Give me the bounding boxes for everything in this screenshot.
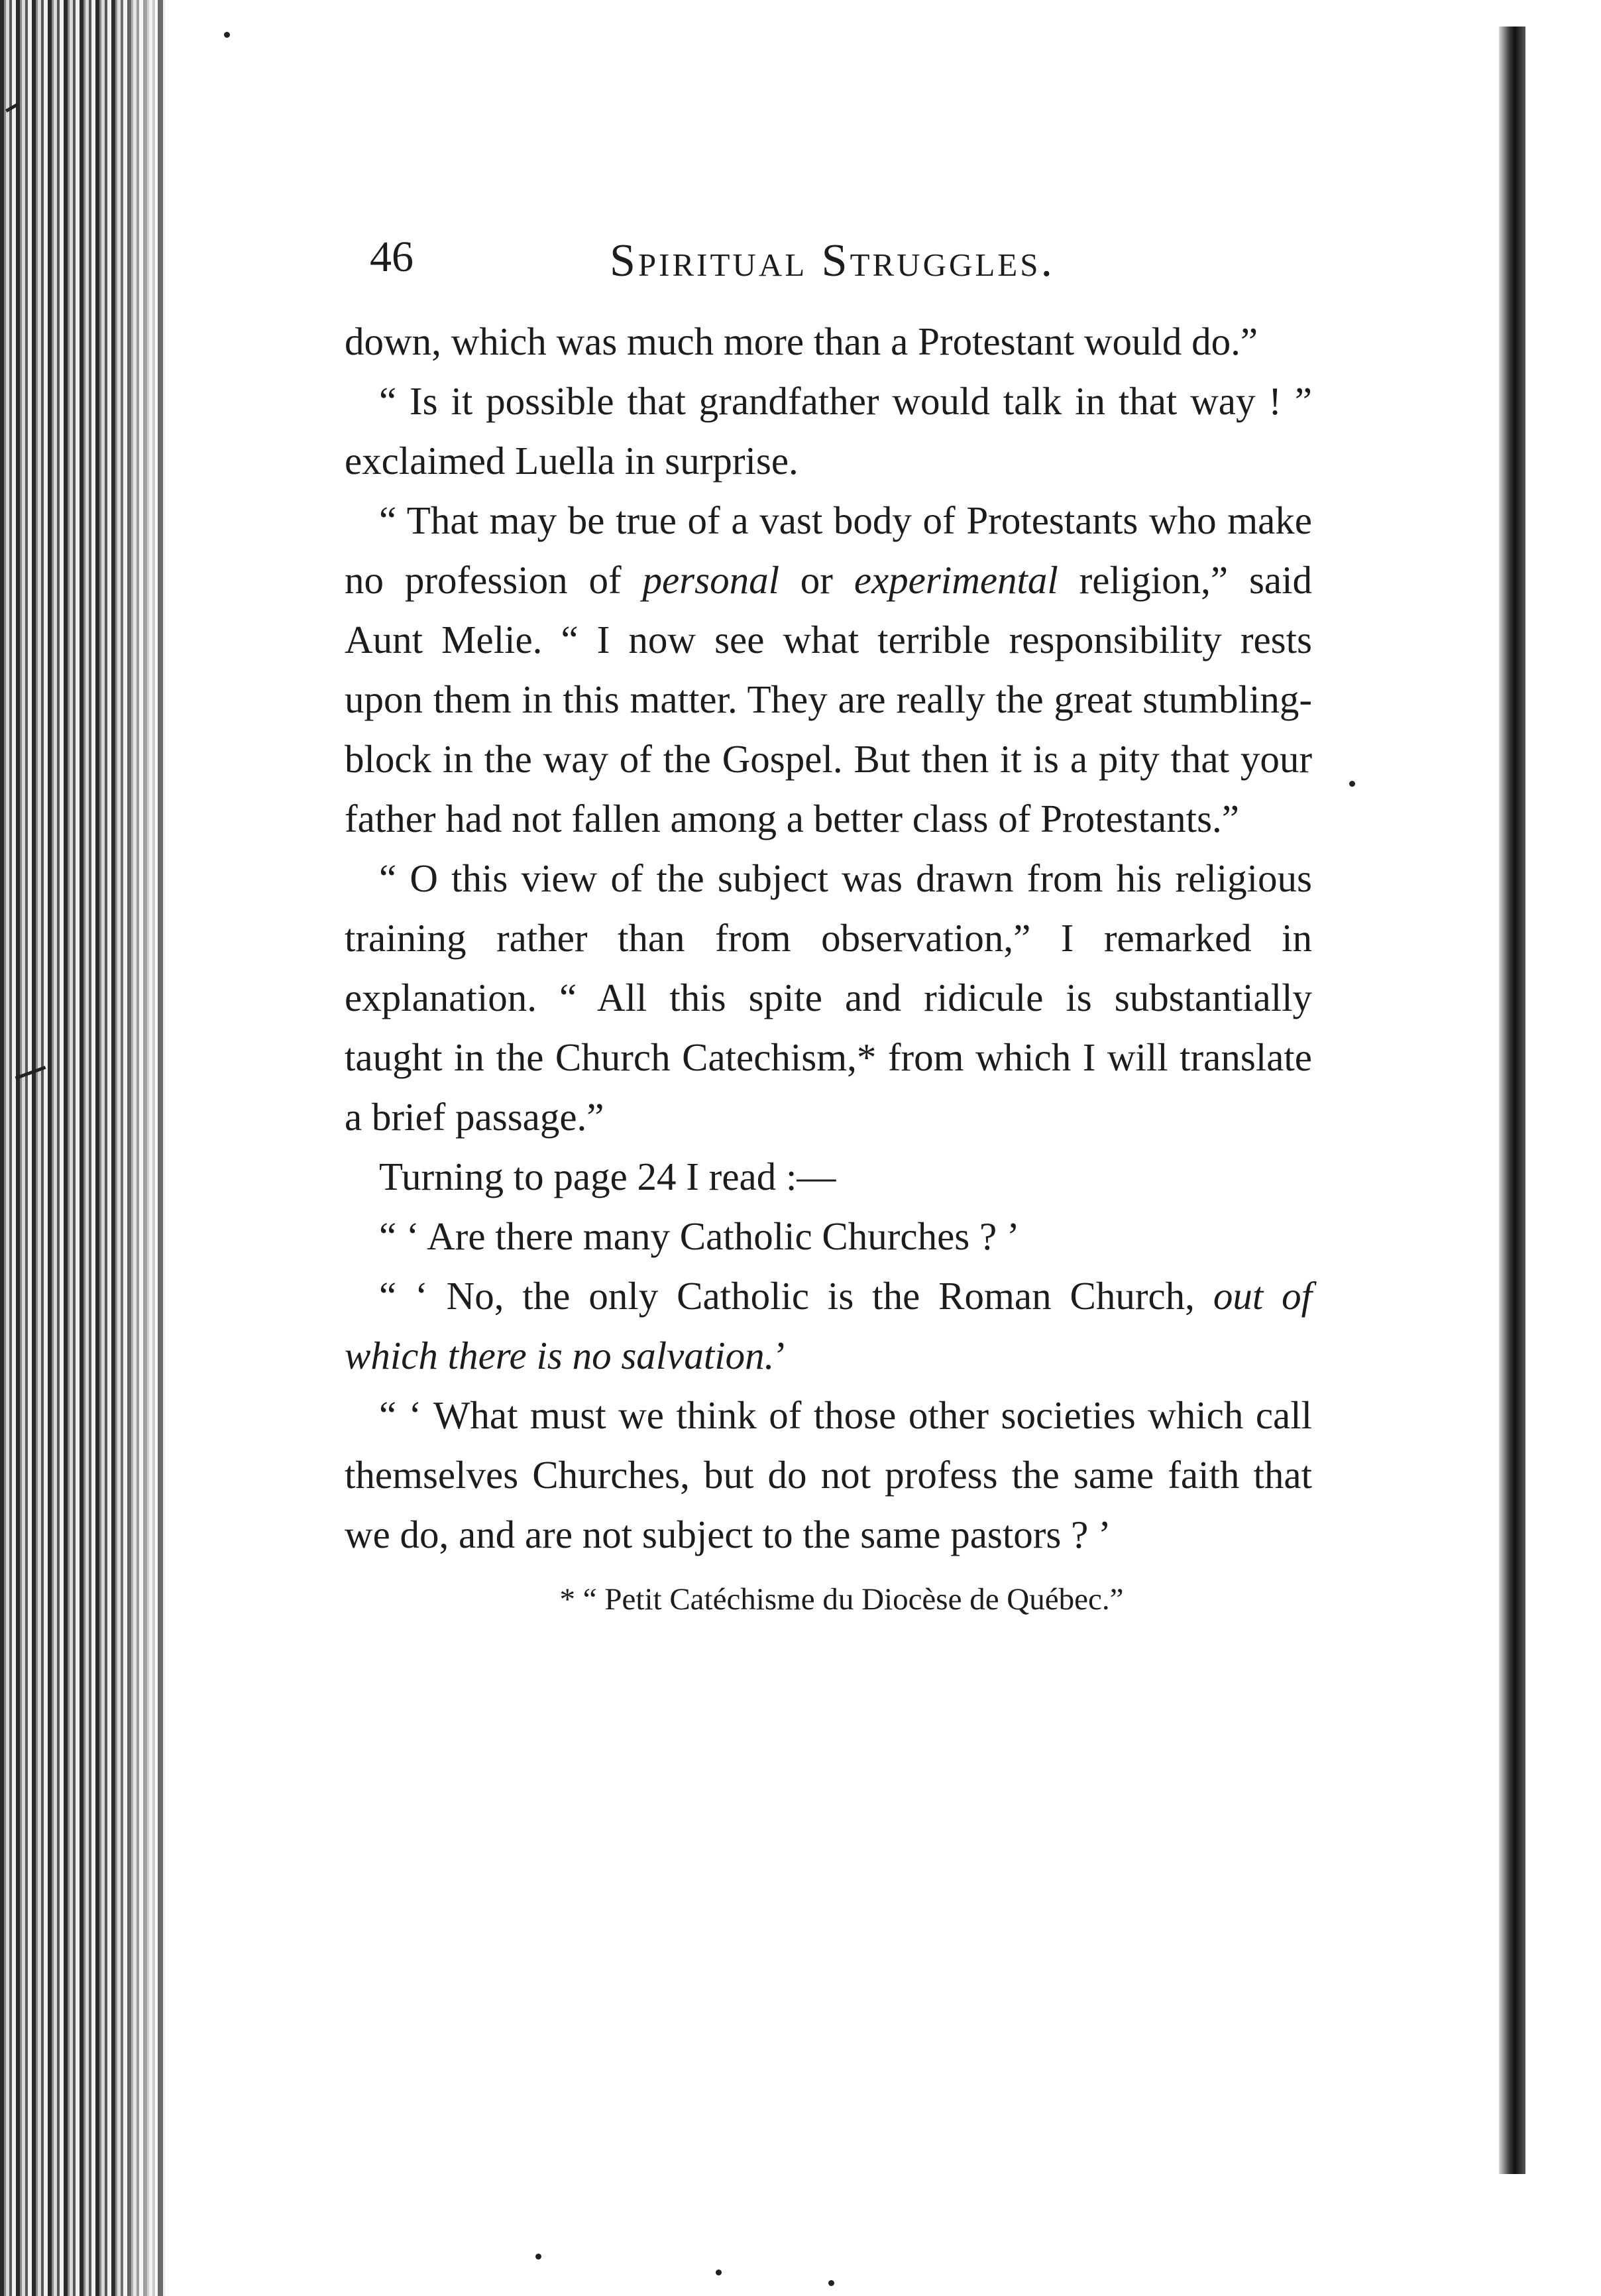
paragraph-p8 — [345, 1385, 1312, 1564]
text-run: “ ‘ Are there many Catholic Churches ? ’ — [379, 1214, 1020, 1258]
scan-speck — [828, 2280, 834, 2286]
paragraph-p1 — [345, 312, 1312, 371]
paragraph-p5 — [345, 1147, 1312, 1206]
scan-margin — [1525, 0, 1601, 2296]
text-run: religion,” said Aunt Melie. “ I now see what terrible responsibility rests upon them in this matter. They are really the great stumbling-block in the way of the Gospel. But then it is a pity that your father had not fallen among a better class of Protestants.” — [345, 558, 1312, 840]
italic-text: personal — [642, 558, 779, 602]
page-left-edge — [158, 0, 163, 2296]
paragraph-p6 — [345, 1206, 1312, 1266]
paragraph-p2 — [345, 371, 1312, 490]
text-run: Turning to page 24 I read :— — [379, 1155, 836, 1198]
italic-text: experimental — [854, 558, 1058, 602]
page-body — [345, 222, 1312, 1623]
text-run: “ ‘ No, the only Catholic is the Roman Church, — [379, 1274, 1213, 1318]
text-run: “ That may be true of a vast body of Protestants who make no profession of — [345, 498, 1312, 602]
scan-speck — [1349, 781, 1355, 787]
scan-speck — [535, 2254, 541, 2260]
text-run: down, which was much more than a Protestant would do.” — [345, 319, 1258, 363]
text-run: ’ — [774, 1334, 788, 1377]
page-right-edge — [1499, 27, 1525, 2174]
text-run: “ O this view of the subject was drawn from his religious training rather than from observation,” I remarked in explanation. “ All this spite and ridicule is substantially taught in the Church Catechism,* from which I will translate a brief passage.” — [345, 856, 1312, 1139]
paragraph-p3 — [345, 490, 1312, 848]
scan-speck — [224, 32, 230, 38]
paragraph-p7 — [345, 1266, 1312, 1385]
paragraph-p4 — [345, 848, 1312, 1147]
spine-shadow — [113, 0, 172, 2296]
page-number: 46 — [370, 233, 414, 281]
running-header — [345, 232, 1312, 312]
body-text — [345, 312, 1312, 1564]
text-run: “ ‘ What must we think of those other societies which call themselves Churches, but do not profess the same faith that we do, and are not subject to the same pastors ? ’ — [345, 1393, 1312, 1556]
footnote: * “ Petit Catéchisme du Diocèse de Québec.” — [559, 1582, 1124, 1617]
text-run: or — [779, 558, 854, 602]
scan-speck — [716, 2269, 722, 2275]
running-title: Spiritual Struggles. — [610, 235, 1055, 286]
italic-text: out of which there is no salvation. — [345, 1274, 1312, 1377]
text-run: “ Is it possible that grandfather would talk in that way ! ” exclaimed Luella in surprise. — [345, 379, 1312, 483]
